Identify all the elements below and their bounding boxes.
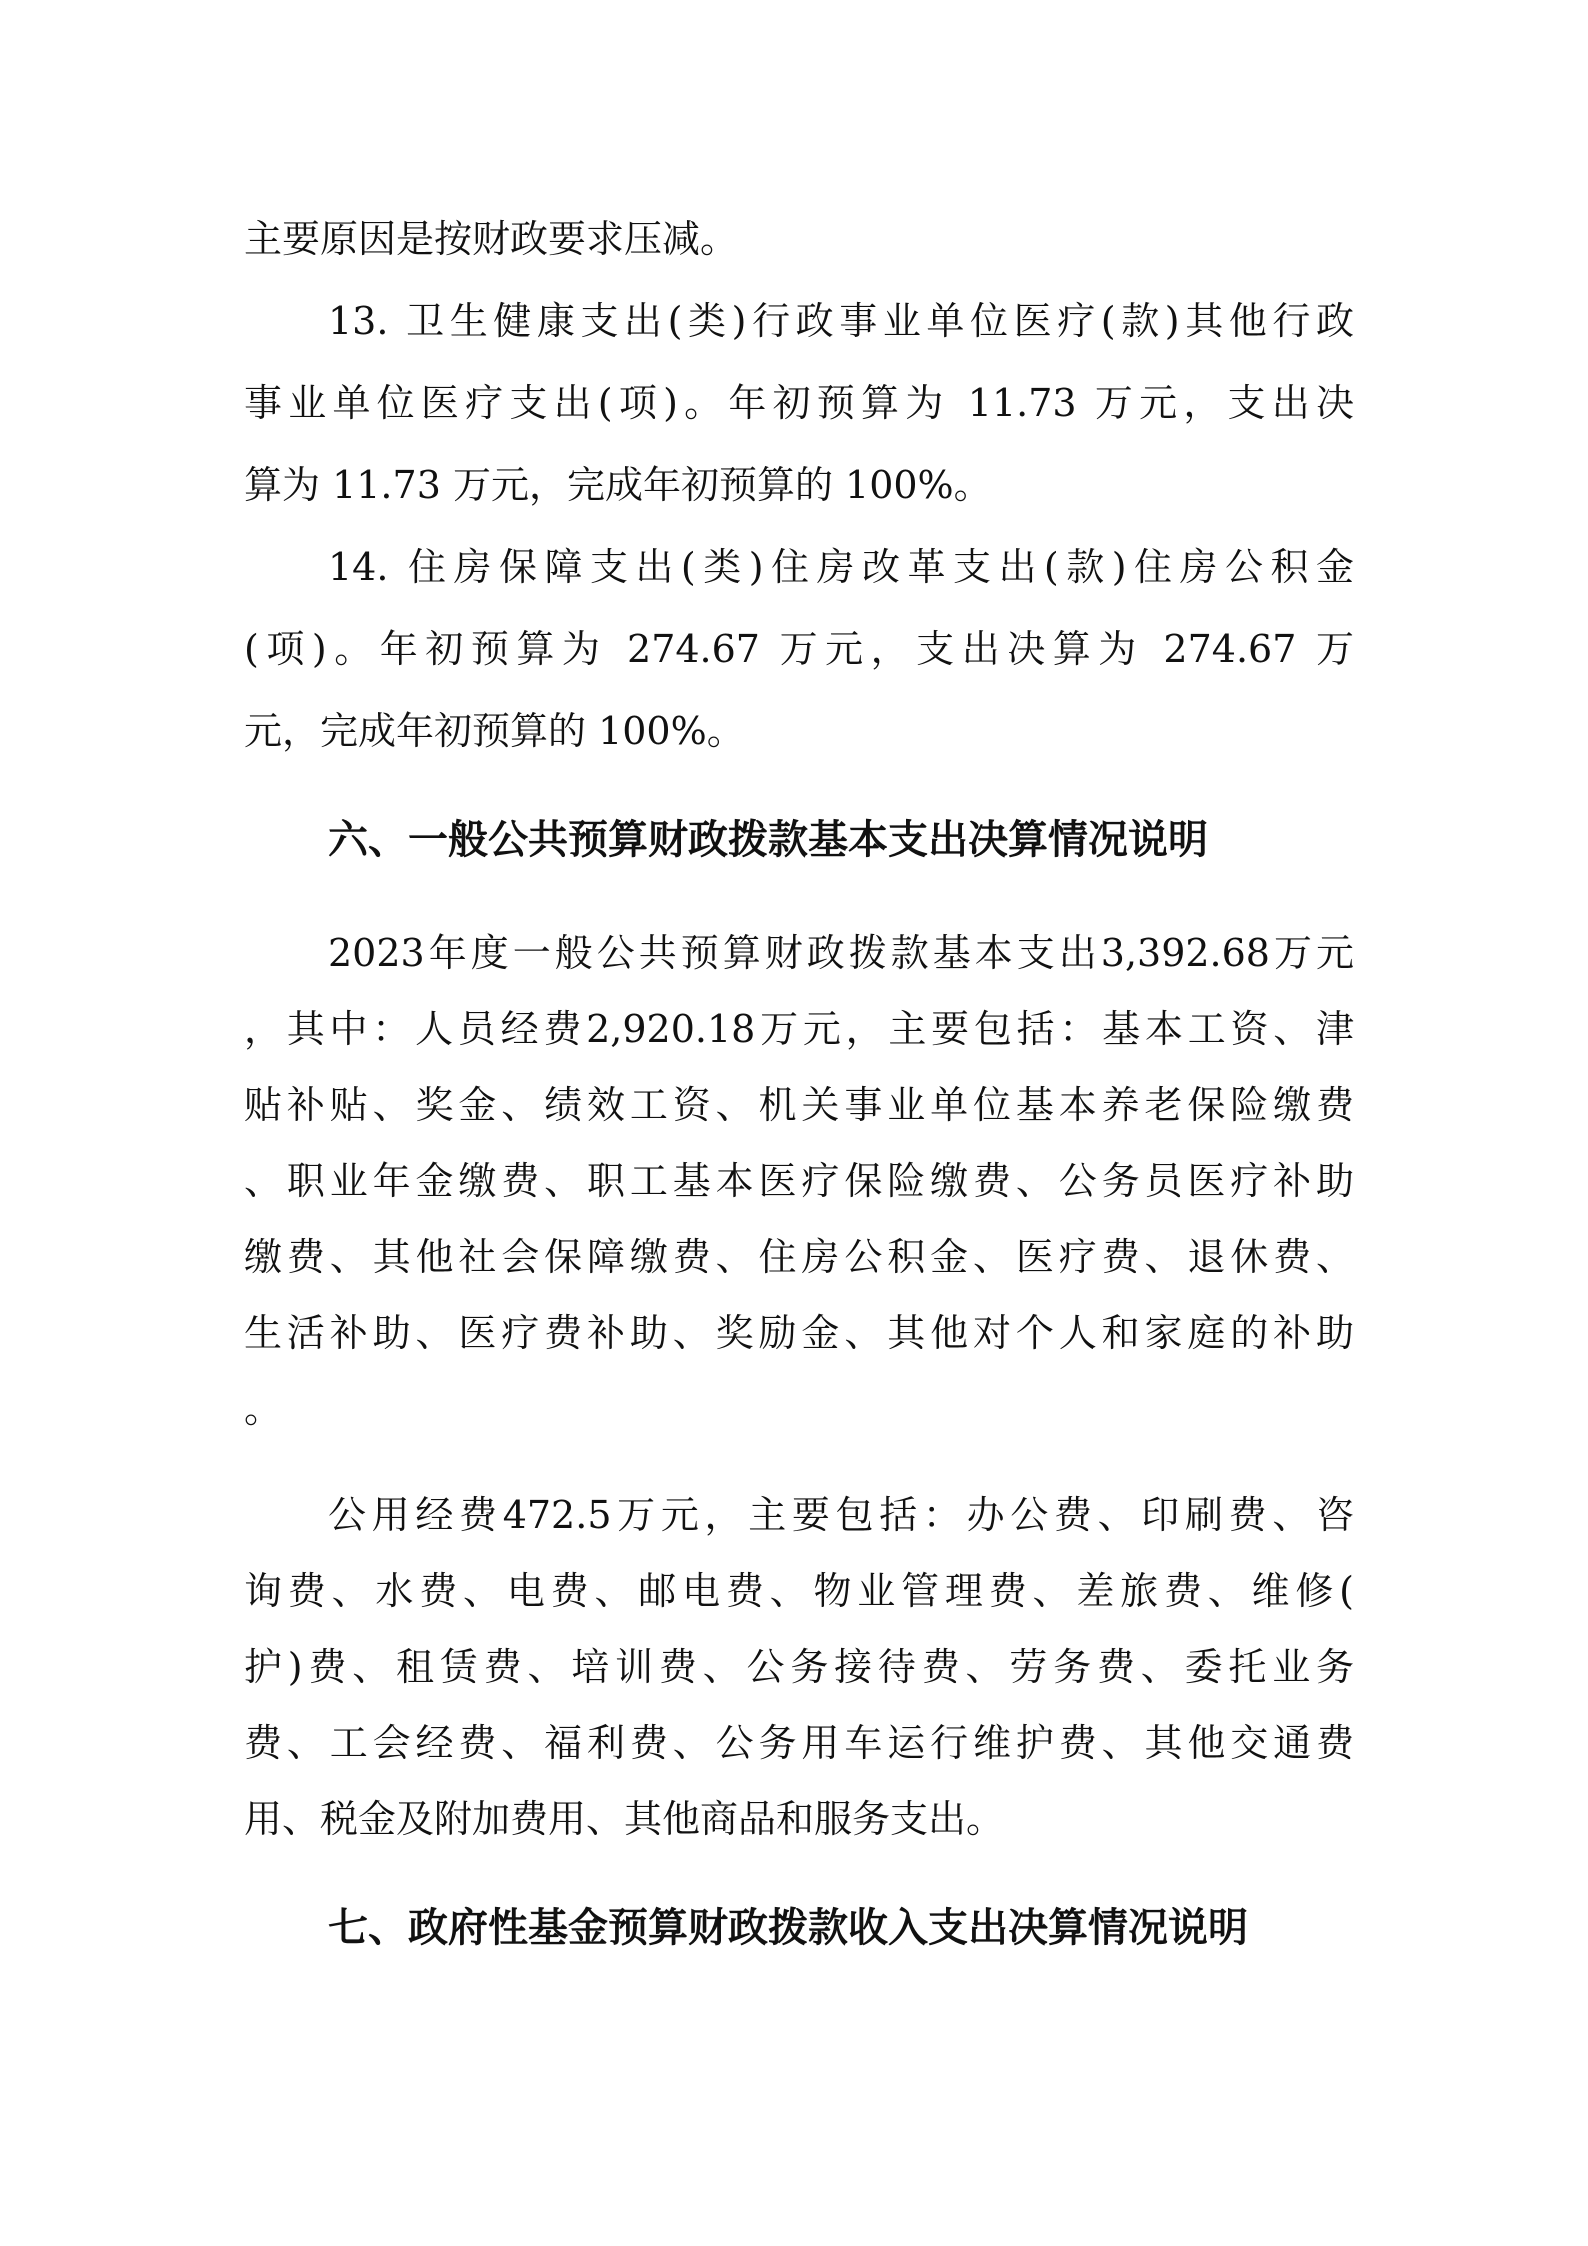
section6-para2-line-5: 用、税金及附加费用、其他商品和服务支出。: [244, 1797, 1005, 1841]
section6-para2-line-2: 询费、水费、电费、邮电费、物业管理费、差旅费、维修(: [244, 1569, 1354, 1613]
section7-heading: 七、政府性基金预算财政拨款收入支出决算情况说明: [328, 1905, 1248, 1951]
section6-para1-line-5: 缴费、其他社会保障缴费、住房公积金、医疗费、退休费、: [244, 1235, 1354, 1279]
section6-para1-line-4: 、职业年金缴费、职工基本医疗保险缴费、公务员医疗补助: [244, 1159, 1354, 1203]
item13-line-2: 事业单位医疗支出(项)。年初预算为 11.73 万元，支出决: [244, 381, 1354, 425]
section6-para1-line-3: 贴补贴、奖金、绩效工资、机关事业单位基本养老保险缴费: [244, 1083, 1354, 1127]
item13-line-3: 算为 11.73 万元，完成年初预算的 100%。: [244, 463, 992, 507]
item13-line-1: 13. 卫生健康支出(类)行政事业单位医疗(款)其他行政: [328, 299, 1354, 343]
item14-line-3: 元，完成年初预算的 100%。: [244, 709, 745, 753]
item14-line-1: 14. 住房保障支出(类)住房改革支出(款)住房公积金: [328, 545, 1354, 589]
section6-heading: 六、一般公共预算财政拨款基本支出决算情况说明: [328, 817, 1208, 863]
paragraph-carry-line: 主要原因是按财政要求压减。: [244, 217, 739, 261]
section6-para2-line-4: 费、工会经费、福利费、公务用车运行维护费、其他交通费: [244, 1721, 1354, 1765]
section6-para2-line-3: 护)费、租赁费、培训费、公务接待费、劳务费、委托业务: [244, 1645, 1354, 1689]
section6-para2-line-1: 公用经费472.5万元，主要包括：办公费、印刷费、咨: [328, 1493, 1354, 1537]
section6-para1-line-2: ，其中：人员经费2,920.18万元，主要包括：基本工资、津: [244, 1007, 1354, 1051]
section6-para1-line-6: 生活补助、医疗费补助、奖励金、其他对个人和家庭的补助: [244, 1311, 1354, 1355]
item14-line-2: (项)。年初预算为 274.67 万元，支出决算为 274.67 万: [244, 627, 1354, 671]
section6-para1-line-7: 。: [244, 1387, 283, 1431]
section6-para1-line-1: 2023年度一般公共预算财政拨款基本支出3,392.68万元: [328, 931, 1354, 975]
